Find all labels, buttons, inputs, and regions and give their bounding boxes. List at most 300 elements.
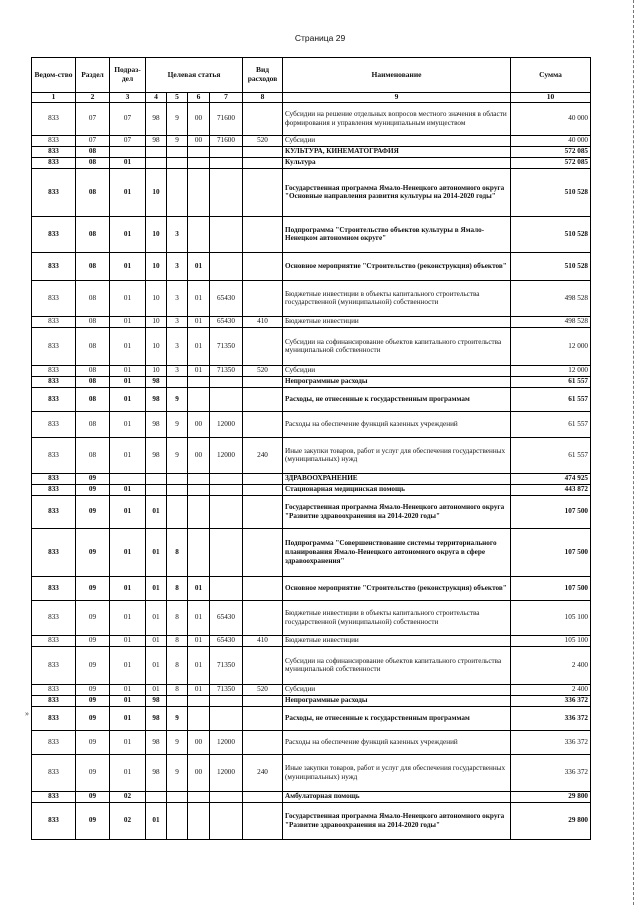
cell-vid-rashodov bbox=[243, 168, 283, 216]
header-row bbox=[32, 58, 591, 93]
cell-naimenovanie: Субсидии на решение отдельных вопросов местного значения в области формирования и управления муниципальным имуществом bbox=[283, 102, 511, 135]
colnum-1: 1 bbox=[32, 93, 76, 103]
cell-naimenovanie: Расходы на обеспечение функций казенных учреждений bbox=[283, 730, 511, 754]
cell-celevaya-4: 12000 bbox=[210, 437, 243, 473]
cell-celevaya-2 bbox=[167, 157, 188, 168]
cell-summa: 107 500 bbox=[511, 576, 591, 600]
cell-podrazdel bbox=[110, 146, 146, 157]
colnum-2: 2 bbox=[76, 93, 110, 103]
cell-vedomstvo: 833 bbox=[32, 695, 76, 706]
table-row bbox=[32, 646, 591, 684]
cell-naimenovanie: Иные закупки товаров, работ и услуг для обеспечения государственных (муниципальных) нужд bbox=[283, 437, 511, 473]
cell-podrazdel: 01 bbox=[110, 695, 146, 706]
cell-vid-rashodov bbox=[243, 376, 283, 387]
cell-vid-rashodov bbox=[243, 411, 283, 437]
cell-celevaya-1: 01 bbox=[146, 576, 167, 600]
cell-summa: 12 000 bbox=[511, 365, 591, 376]
cell-razdel: 09 bbox=[76, 754, 110, 791]
cell-podrazdel: 01 bbox=[110, 157, 146, 168]
cell-celevaya-1: 01 bbox=[146, 528, 167, 576]
cell-celevaya-2: 3 bbox=[167, 252, 188, 280]
cell-razdel: 08 bbox=[76, 280, 110, 316]
cell-vedomstvo: 833 bbox=[32, 146, 76, 157]
cell-razdel: 09 bbox=[76, 646, 110, 684]
cell-podrazdel: 01 bbox=[110, 730, 146, 754]
cell-vedomstvo: 833 bbox=[32, 316, 76, 327]
scan-edge-line bbox=[632, 0, 634, 905]
table-row bbox=[32, 216, 591, 252]
cell-razdel: 09 bbox=[76, 576, 110, 600]
cell-naimenovanie: Субсидии bbox=[283, 365, 511, 376]
cell-celevaya-3 bbox=[188, 216, 210, 252]
cell-celevaya-1: 10 bbox=[146, 316, 167, 327]
cell-celevaya-3: 01 bbox=[188, 365, 210, 376]
cell-vedomstvo: 833 bbox=[32, 791, 76, 802]
cell-vedomstvo: 833 bbox=[32, 484, 76, 495]
cell-vedomstvo: 833 bbox=[32, 437, 76, 473]
cell-vid-rashodov: 410 bbox=[243, 316, 283, 327]
cell-celevaya-4 bbox=[210, 576, 243, 600]
cell-summa: 336 372 bbox=[511, 754, 591, 791]
cell-celevaya-4 bbox=[210, 802, 243, 839]
cell-naimenovanie: Непрограммные расходы bbox=[283, 695, 511, 706]
cell-podrazdel: 02 bbox=[110, 802, 146, 839]
cell-celevaya-4 bbox=[210, 157, 243, 168]
table-row bbox=[32, 754, 591, 791]
header-vedomstvo: Ведом-ство bbox=[32, 58, 76, 93]
cell-vid-rashodov bbox=[243, 695, 283, 706]
cell-celevaya-1 bbox=[146, 473, 167, 484]
budget-table bbox=[31, 57, 591, 840]
cell-celevaya-2: 3 bbox=[167, 280, 188, 316]
cell-celevaya-2 bbox=[167, 695, 188, 706]
cell-celevaya-2 bbox=[167, 791, 188, 802]
cell-summa: 2 400 bbox=[511, 684, 591, 695]
cell-razdel: 09 bbox=[76, 730, 110, 754]
cell-vedomstvo: 833 bbox=[32, 411, 76, 437]
cell-naimenovanie: Субсидии bbox=[283, 135, 511, 146]
table-row bbox=[32, 791, 591, 802]
cell-naimenovanie: Субсидии bbox=[283, 684, 511, 695]
cell-summa: 336 372 bbox=[511, 706, 591, 730]
cell-summa: 2 400 bbox=[511, 646, 591, 684]
cell-vedomstvo: 833 bbox=[32, 646, 76, 684]
cell-summa: 336 372 bbox=[511, 730, 591, 754]
cell-celevaya-4 bbox=[210, 146, 243, 157]
cell-celevaya-1 bbox=[146, 146, 167, 157]
cell-celevaya-1: 10 bbox=[146, 365, 167, 376]
cell-celevaya-4 bbox=[210, 706, 243, 730]
cell-naimenovanie: КУЛЬТУРА, КИНЕМАТОГРАФИЯ bbox=[283, 146, 511, 157]
cell-vid-rashodov bbox=[243, 791, 283, 802]
cell-vid-rashodov bbox=[243, 576, 283, 600]
cell-celevaya-1 bbox=[146, 484, 167, 495]
cell-podrazdel: 01 bbox=[110, 327, 146, 365]
cell-naimenovanie: Бюджетные инвестиции bbox=[283, 635, 511, 646]
cell-celevaya-4: 12000 bbox=[210, 730, 243, 754]
column-number-row bbox=[32, 93, 591, 103]
cell-celevaya-4 bbox=[210, 252, 243, 280]
cell-celevaya-3: 01 bbox=[188, 327, 210, 365]
cell-podrazdel: 01 bbox=[110, 252, 146, 280]
cell-celevaya-1: 98 bbox=[146, 411, 167, 437]
cell-celevaya-1: 98 bbox=[146, 437, 167, 473]
cell-vid-rashodov bbox=[243, 484, 283, 495]
cell-vid-rashodov bbox=[243, 528, 283, 576]
cell-celevaya-2: 9 bbox=[167, 706, 188, 730]
cell-summa: 40 000 bbox=[511, 135, 591, 146]
cell-razdel: 08 bbox=[76, 365, 110, 376]
cell-vid-rashodov bbox=[243, 327, 283, 365]
cell-summa: 29 800 bbox=[511, 802, 591, 839]
cell-razdel: 09 bbox=[76, 802, 110, 839]
table-row bbox=[32, 576, 591, 600]
cell-celevaya-3 bbox=[188, 376, 210, 387]
cell-celevaya-2: 8 bbox=[167, 600, 188, 635]
cell-razdel: 08 bbox=[76, 146, 110, 157]
cell-naimenovanie: Основное мероприятие "Строительство (реконструкция) объектов" bbox=[283, 252, 511, 280]
cell-celevaya-4 bbox=[210, 387, 243, 411]
cell-celevaya-1: 98 bbox=[146, 730, 167, 754]
cell-celevaya-2 bbox=[167, 376, 188, 387]
cell-naimenovanie: Расходы, не отнесенные к государственным программам bbox=[283, 706, 511, 730]
cell-vid-rashodov bbox=[243, 146, 283, 157]
cell-podrazdel: 01 bbox=[110, 635, 146, 646]
cell-summa: 510 528 bbox=[511, 168, 591, 216]
cell-razdel: 09 bbox=[76, 495, 110, 528]
cell-celevaya-2 bbox=[167, 473, 188, 484]
cell-celevaya-1: 10 bbox=[146, 216, 167, 252]
cell-celevaya-4: 71350 bbox=[210, 327, 243, 365]
table-row bbox=[32, 146, 591, 157]
cell-celevaya-2: 3 bbox=[167, 327, 188, 365]
table-row bbox=[32, 135, 591, 146]
cell-vedomstvo: 833 bbox=[32, 168, 76, 216]
cell-celevaya-4 bbox=[210, 168, 243, 216]
cell-vedomstvo: 833 bbox=[32, 387, 76, 411]
cell-summa: 510 528 bbox=[511, 252, 591, 280]
cell-naimenovanie: Иные закупки товаров, работ и услуг для обеспечения государственных (муниципальных) нужд bbox=[283, 754, 511, 791]
cell-celevaya-4 bbox=[210, 473, 243, 484]
cell-naimenovanie: ЗДРАВООХРАНЕНИЕ bbox=[283, 473, 511, 484]
cell-celevaya-3 bbox=[188, 802, 210, 839]
cell-podrazdel: 01 bbox=[110, 376, 146, 387]
cell-celevaya-4: 65430 bbox=[210, 600, 243, 635]
cell-celevaya-2: 8 bbox=[167, 528, 188, 576]
cell-celevaya-2: 3 bbox=[167, 365, 188, 376]
cell-naimenovanie: Расходы, не отнесенные к государственным программам bbox=[283, 387, 511, 411]
cell-celevaya-1: 10 bbox=[146, 252, 167, 280]
colnum-4: 4 bbox=[146, 93, 167, 103]
cell-celevaya-1: 01 bbox=[146, 646, 167, 684]
cell-celevaya-1: 98 bbox=[146, 135, 167, 146]
cell-vedomstvo: 833 bbox=[32, 495, 76, 528]
cell-razdel: 07 bbox=[76, 102, 110, 135]
cell-naimenovanie: Бюджетные инвестиции в объекты капитального строительства государственной (муниципальной) собственности bbox=[283, 600, 511, 635]
header-summa: Сумма bbox=[511, 58, 591, 93]
cell-vid-rashodov bbox=[243, 252, 283, 280]
cell-celevaya-2: 3 bbox=[167, 216, 188, 252]
cell-celevaya-3: 00 bbox=[188, 102, 210, 135]
table-row bbox=[32, 473, 591, 484]
cell-celevaya-4 bbox=[210, 495, 243, 528]
cell-naimenovanie: Непрограммные расходы bbox=[283, 376, 511, 387]
colnum-9: 9 bbox=[283, 93, 511, 103]
cell-podrazdel: 01 bbox=[110, 387, 146, 411]
cell-celevaya-1: 01 bbox=[146, 495, 167, 528]
cell-naimenovanie: Бюджетные инвестиции bbox=[283, 316, 511, 327]
cell-vid-rashodov bbox=[243, 646, 283, 684]
cell-podrazdel: 01 bbox=[110, 216, 146, 252]
cell-razdel: 09 bbox=[76, 484, 110, 495]
cell-celevaya-2 bbox=[167, 484, 188, 495]
cell-celevaya-3: 00 bbox=[188, 730, 210, 754]
cell-podrazdel: 01 bbox=[110, 484, 146, 495]
table-body bbox=[32, 102, 591, 839]
colnum-10: 10 bbox=[511, 93, 591, 103]
cell-celevaya-4: 71350 bbox=[210, 684, 243, 695]
cell-summa: 40 000 bbox=[511, 102, 591, 135]
cell-celevaya-1: 01 bbox=[146, 600, 167, 635]
cell-celevaya-2: 8 bbox=[167, 646, 188, 684]
cell-celevaya-3: 00 bbox=[188, 437, 210, 473]
table-row bbox=[32, 102, 591, 135]
table-row bbox=[32, 528, 591, 576]
cell-podrazdel: 07 bbox=[110, 135, 146, 146]
cell-naimenovanie: Культура bbox=[283, 157, 511, 168]
cell-celevaya-2: 9 bbox=[167, 102, 188, 135]
cell-celevaya-4 bbox=[210, 528, 243, 576]
cell-razdel: 08 bbox=[76, 168, 110, 216]
cell-celevaya-4: 65430 bbox=[210, 316, 243, 327]
table-row bbox=[32, 695, 591, 706]
cell-celevaya-1: 98 bbox=[146, 706, 167, 730]
cell-celevaya-4: 65430 bbox=[210, 635, 243, 646]
cell-celevaya-2: 9 bbox=[167, 411, 188, 437]
cell-celevaya-1: 01 bbox=[146, 635, 167, 646]
cell-naimenovanie: Стационарная медицинская помощь bbox=[283, 484, 511, 495]
cell-vedomstvo: 833 bbox=[32, 706, 76, 730]
cell-celevaya-3 bbox=[188, 695, 210, 706]
cell-razdel: 09 bbox=[76, 706, 110, 730]
header-podrazdel: Подраз-дел bbox=[110, 58, 146, 93]
cell-summa: 12 000 bbox=[511, 327, 591, 365]
cell-vid-rashodov: 520 bbox=[243, 135, 283, 146]
cell-celevaya-2 bbox=[167, 802, 188, 839]
cell-naimenovanie: Амбулаторная помощь bbox=[283, 791, 511, 802]
cell-celevaya-1: 01 bbox=[146, 684, 167, 695]
colnum-3: 3 bbox=[110, 93, 146, 103]
cell-razdel: 08 bbox=[76, 376, 110, 387]
cell-summa: 105 100 bbox=[511, 600, 591, 635]
cell-vid-rashodov bbox=[243, 706, 283, 730]
cell-podrazdel bbox=[110, 473, 146, 484]
table-row bbox=[32, 802, 591, 839]
cell-celevaya-3: 00 bbox=[188, 411, 210, 437]
cell-podrazdel: 01 bbox=[110, 168, 146, 216]
cell-naimenovanie: Государственная программа Ямало-Ненецкого автономного округа "Развитие здравоохранения на 2014-2020 годы" bbox=[283, 802, 511, 839]
cell-podrazdel: 01 bbox=[110, 576, 146, 600]
cell-podrazdel: 01 bbox=[110, 495, 146, 528]
header-celevaya-statya: Целевая статья bbox=[146, 58, 243, 93]
cell-razdel: 09 bbox=[76, 684, 110, 695]
cell-summa: 572 085 bbox=[511, 146, 591, 157]
cell-celevaya-3: 00 bbox=[188, 135, 210, 146]
cell-celevaya-1: 98 bbox=[146, 695, 167, 706]
cell-celevaya-1: 10 bbox=[146, 280, 167, 316]
table-row bbox=[32, 280, 591, 316]
cell-vid-rashodov bbox=[243, 600, 283, 635]
cell-celevaya-1: 98 bbox=[146, 376, 167, 387]
cell-vid-rashodov bbox=[243, 102, 283, 135]
cell-vid-rashodov: 520 bbox=[243, 684, 283, 695]
cell-celevaya-3 bbox=[188, 157, 210, 168]
cell-naimenovanie: Основное мероприятие "Строительство (реконструкция) объектов" bbox=[283, 576, 511, 600]
cell-podrazdel: 01 bbox=[110, 684, 146, 695]
cell-celevaya-2 bbox=[167, 495, 188, 528]
colnum-8: 8 bbox=[243, 93, 283, 103]
cell-vedomstvo: 833 bbox=[32, 365, 76, 376]
colnum-7: 7 bbox=[210, 93, 243, 103]
cell-vedomstvo: 833 bbox=[32, 600, 76, 635]
cell-vedomstvo: 833 bbox=[32, 252, 76, 280]
cell-vedomstvo: 833 bbox=[32, 473, 76, 484]
header-razdel: Раздел bbox=[76, 58, 110, 93]
cell-celevaya-4: 71600 bbox=[210, 135, 243, 146]
cell-summa: 61 557 bbox=[511, 387, 591, 411]
cell-vedomstvo: 833 bbox=[32, 157, 76, 168]
cell-vid-rashodov bbox=[243, 157, 283, 168]
table-row bbox=[32, 327, 591, 365]
cell-celevaya-2: 8 bbox=[167, 684, 188, 695]
cell-podrazdel: 01 bbox=[110, 280, 146, 316]
cell-summa: 61 557 bbox=[511, 437, 591, 473]
cell-vedomstvo: 833 bbox=[32, 102, 76, 135]
table-row bbox=[32, 168, 591, 216]
cell-vedomstvo: 833 bbox=[32, 635, 76, 646]
cell-naimenovanie: Субсидии на софинансирование объектов капитального строительства муниципальной собственности bbox=[283, 327, 511, 365]
table-row bbox=[32, 730, 591, 754]
cell-celevaya-4: 65430 bbox=[210, 280, 243, 316]
cell-summa: 107 500 bbox=[511, 528, 591, 576]
colnum-6: 6 bbox=[188, 93, 210, 103]
cell-podrazdel: 01 bbox=[110, 706, 146, 730]
table-row bbox=[32, 411, 591, 437]
table-row bbox=[32, 706, 591, 730]
cell-podrazdel: 01 bbox=[110, 411, 146, 437]
cell-razdel: 09 bbox=[76, 695, 110, 706]
cell-celevaya-4 bbox=[210, 484, 243, 495]
cell-celevaya-3: 01 bbox=[188, 576, 210, 600]
cell-celevaya-2: 9 bbox=[167, 387, 188, 411]
cell-celevaya-3 bbox=[188, 706, 210, 730]
cell-celevaya-4: 71350 bbox=[210, 365, 243, 376]
cell-summa: 61 557 bbox=[511, 376, 591, 387]
cell-celevaya-1 bbox=[146, 791, 167, 802]
cell-razdel: 08 bbox=[76, 387, 110, 411]
cell-summa: 498 528 bbox=[511, 280, 591, 316]
cell-podrazdel: 01 bbox=[110, 754, 146, 791]
cell-celevaya-1: 98 bbox=[146, 387, 167, 411]
table-row bbox=[32, 684, 591, 695]
cell-celevaya-3 bbox=[188, 168, 210, 216]
table-row bbox=[32, 437, 591, 473]
cell-celevaya-1: 10 bbox=[146, 327, 167, 365]
table-row bbox=[32, 252, 591, 280]
cell-summa: 510 528 bbox=[511, 216, 591, 252]
cell-celevaya-3 bbox=[188, 528, 210, 576]
cell-celevaya-2: 9 bbox=[167, 754, 188, 791]
cell-vid-rashodov bbox=[243, 216, 283, 252]
page-number: Страница 29 bbox=[294, 33, 346, 43]
cell-naimenovanie: Государственная программа Ямало-Ненецкого автономного округа "Основные направления развития культуры на 2014-2020 годы" bbox=[283, 168, 511, 216]
table-row bbox=[32, 365, 591, 376]
cell-celevaya-2: 9 bbox=[167, 437, 188, 473]
cell-celevaya-4: 12000 bbox=[210, 754, 243, 791]
cell-razdel: 08 bbox=[76, 437, 110, 473]
cell-celevaya-4: 71350 bbox=[210, 646, 243, 684]
cell-podrazdel: 01 bbox=[110, 365, 146, 376]
cell-razdel: 09 bbox=[76, 635, 110, 646]
cell-celevaya-3 bbox=[188, 791, 210, 802]
cell-celevaya-3 bbox=[188, 387, 210, 411]
cell-summa: 105 100 bbox=[511, 635, 591, 646]
cell-vid-rashodov: 410 bbox=[243, 635, 283, 646]
cell-vedomstvo: 833 bbox=[32, 376, 76, 387]
cell-vid-rashodov bbox=[243, 280, 283, 316]
cell-celevaya-4 bbox=[210, 216, 243, 252]
cell-razdel: 09 bbox=[76, 528, 110, 576]
cell-celevaya-3 bbox=[188, 473, 210, 484]
table-row bbox=[32, 484, 591, 495]
cell-vid-rashodov bbox=[243, 730, 283, 754]
cell-summa: 474 925 bbox=[511, 473, 591, 484]
cell-vedomstvo: 833 bbox=[32, 216, 76, 252]
cell-celevaya-3: 01 bbox=[188, 635, 210, 646]
header-vid-rashodov: Вид расходов bbox=[243, 58, 283, 93]
cell-vedomstvo: 833 bbox=[32, 528, 76, 576]
cell-celevaya-3: 01 bbox=[188, 280, 210, 316]
cell-razdel: 07 bbox=[76, 135, 110, 146]
cell-vid-rashodov bbox=[243, 495, 283, 528]
cell-razdel: 08 bbox=[76, 411, 110, 437]
cell-naimenovanie: Подпрограмма "Строительство объектов культуры в Ямало-Ненецком автономном округе" bbox=[283, 216, 511, 252]
cell-celevaya-1: 10 bbox=[146, 168, 167, 216]
cell-celevaya-1: 01 bbox=[146, 802, 167, 839]
cell-razdel: 09 bbox=[76, 600, 110, 635]
cell-celevaya-1 bbox=[146, 157, 167, 168]
cell-vedomstvo: 833 bbox=[32, 576, 76, 600]
cell-celevaya-3: 01 bbox=[188, 600, 210, 635]
cell-summa: 572 085 bbox=[511, 157, 591, 168]
cell-celevaya-3: 00 bbox=[188, 754, 210, 791]
cell-razdel: 08 bbox=[76, 252, 110, 280]
cell-razdel: 08 bbox=[76, 216, 110, 252]
cell-razdel: 08 bbox=[76, 316, 110, 327]
cell-naimenovanie: Бюджетные инвестиции в объекты капитального строительства государственной (муниципальной) собственности bbox=[283, 280, 511, 316]
table-row bbox=[32, 600, 591, 635]
cell-naimenovanie: Государственная программа Ямало-Ненецкого автономного округа "Развитие здравоохранения на 2014-2020 годы" bbox=[283, 495, 511, 528]
cell-podrazdel: 01 bbox=[110, 437, 146, 473]
table-row bbox=[32, 387, 591, 411]
cell-razdel: 09 bbox=[76, 791, 110, 802]
header-naimenovanie: Наименование bbox=[283, 58, 511, 93]
cell-summa: 29 800 bbox=[511, 791, 591, 802]
cell-vedomstvo: 833 bbox=[32, 327, 76, 365]
cell-naimenovanie: Подпрограмма "Совершенствование системы территориального планирования Ямало-Ненецкого автономного округа в сфере здравоохранения" bbox=[283, 528, 511, 576]
scan-artifact-mark: » bbox=[25, 709, 29, 718]
colnum-5: 5 bbox=[167, 93, 188, 103]
